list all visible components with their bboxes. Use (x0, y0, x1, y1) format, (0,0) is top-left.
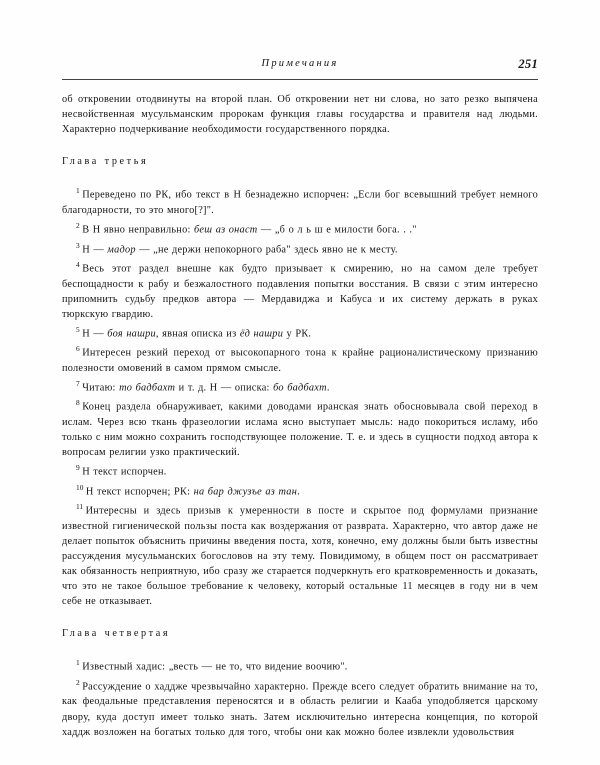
text-column (62, 92, 538, 740)
spacer (62, 137, 538, 154)
footnote-text: . (297, 486, 300, 498)
footnote (62, 218, 538, 238)
footnote (62, 183, 538, 218)
footnote-marker: 10 (76, 482, 84, 492)
footnote-text: Рассуждение о хаддже чрезвычайно характерно. Прежде всего следует обратить внимание на то, как феодальные представления переносятся и в область религии и Кааба уподобляется царскому двору, куда доступ имеет только знать. Затем исключительно интересна концепция, по которой хаддж возложен на богатых только для того, чтобы они как можно более извлекли удовольствия (62, 681, 538, 738)
footnote-marker: 8 (76, 398, 80, 408)
footnote-marker: 1 (76, 186, 80, 196)
chapter-three-heading: Глава третья (62, 156, 149, 168)
footnote (62, 238, 538, 258)
footnote-text: , явная описка из (155, 328, 240, 340)
footnote-text: Весь этот раздел внешне как будто призывает к смирению, но на самом деле требует беспощадности к рабу и безжалостного подавления попытки восстания. В связи с этим интересно припомнить судьбу предков автора — Мердавиджа и Кабуса и их систему держать в руках тюркскую гвардию. (62, 263, 538, 320)
footnote (62, 257, 538, 322)
footnote-text: Н — (82, 328, 108, 340)
header-rule (62, 79, 538, 80)
footnote-marker: 2 (76, 677, 80, 687)
footnote-text-italic: мадор (107, 243, 136, 255)
footnote-marker: 9 (76, 463, 80, 473)
footnote-text: — „б о л ь ш е милости бога. . ." (257, 224, 417, 236)
footnote (62, 341, 538, 376)
footnote-marker: 11 (76, 502, 84, 512)
footnote-text: Конец раздела обнаруживает, какими доводами иранская знать обосновывала свой переход в ислам. Через всю ткань фразеологии ислама ясно выступает мысль: надо покориться исламу, ибо только с ним можно сохранить господствующее положение. Т. е. и здесь в сущности подход автора к вопросам религии узко практический. (62, 401, 538, 459)
chapter-four-heading: Глава четвертая (62, 628, 171, 640)
footnote (62, 675, 538, 740)
footnote-text: Переведено по РК, ибо текст в Н безнадежно испорчен: „Если бог всевышний требует немного благодарности, то это много[?]". (62, 189, 538, 216)
footnote-text-italic: на бар джузъе аз тан (193, 486, 298, 498)
footnote-text: Н текст испорчен. (82, 466, 167, 478)
footnote-text-italic: беш аз онаст (194, 224, 258, 236)
footnote-text: В Н явно неправильно: (82, 224, 194, 236)
footnote-text: Известный хадис: „весть — не то, что видение воочию". (82, 661, 348, 673)
footnote-marker: 6 (76, 344, 80, 354)
spacer (62, 169, 538, 183)
footnote-marker: 2 (76, 220, 80, 230)
footnote (62, 480, 538, 500)
footnote-text: Н — (82, 243, 108, 255)
footnote-text: — „не держи непокорного раба" здесь явно не к месту. (135, 243, 398, 255)
footnote-text: . (326, 382, 330, 394)
footnote-marker: 4 (76, 260, 80, 270)
footnote (62, 322, 538, 342)
footnote-text: у РК. (283, 328, 312, 340)
footnote-text-italic: боя нашри (107, 328, 156, 340)
running-head-title: Примечания (261, 58, 339, 69)
footnote (62, 460, 538, 480)
notes-list-chapter-four (62, 655, 538, 739)
footnote (62, 395, 538, 460)
footnote-marker: 3 (76, 240, 80, 250)
footnote-marker: 5 (76, 324, 80, 334)
footnote-text-italic: то бадбахт (119, 382, 176, 394)
footnote (62, 655, 538, 675)
opening-paragraph: об откровении отодвинуты на второй план. Об откровении нет ни слова, но зато резко выпячена несвойственная мусульманским пророкам функция главы государства и правителя над людьми. Характерно подчеркивание необходимости государственного порядка. (62, 94, 538, 136)
spacer (62, 609, 538, 626)
footnote-text: Н текст испорчен; РК: (85, 486, 194, 498)
footnote (62, 376, 538, 396)
page-number: 251 (518, 57, 538, 71)
footnote-marker: 1 (76, 658, 80, 668)
spacer (62, 641, 538, 655)
footnote-text: и т. д. Н — описка: (175, 382, 274, 394)
footnote-text: Читаю: (82, 382, 120, 394)
notes-list-chapter-three (62, 183, 538, 609)
running-head (62, 58, 538, 76)
footnote-marker: 7 (76, 378, 80, 388)
footnote-text: Интересны и здесь призыв к умеренности в посте и скрытое под формулами признание известной гигиенической пользы поста как воздержания от разврата. Характерно, что автор даже не делает попыток объяснить причины введения поста, хотя, конечно, ему должны были быть известны рассуждения мусульманских богословов на эту тему. Повидимому, в общем пост он рассматривает как обязанность неприятную, ибо сразу же старается подчеркнуть его кратковременность и доказать, что это не такое большое требование к человеку, который остальные 11 месяцев в году ни в чем себе не отказывает. (62, 505, 538, 608)
footnote-text: Интересен резкий переход от высокопарного тона к крайне рационалистическому признанию полезности омовений в самом прямом смысле. (62, 347, 538, 374)
footnote (62, 499, 538, 609)
footnote-text-italic: ёд нашри (239, 328, 284, 340)
footnote-text-italic: бо бадбахт (273, 382, 327, 394)
